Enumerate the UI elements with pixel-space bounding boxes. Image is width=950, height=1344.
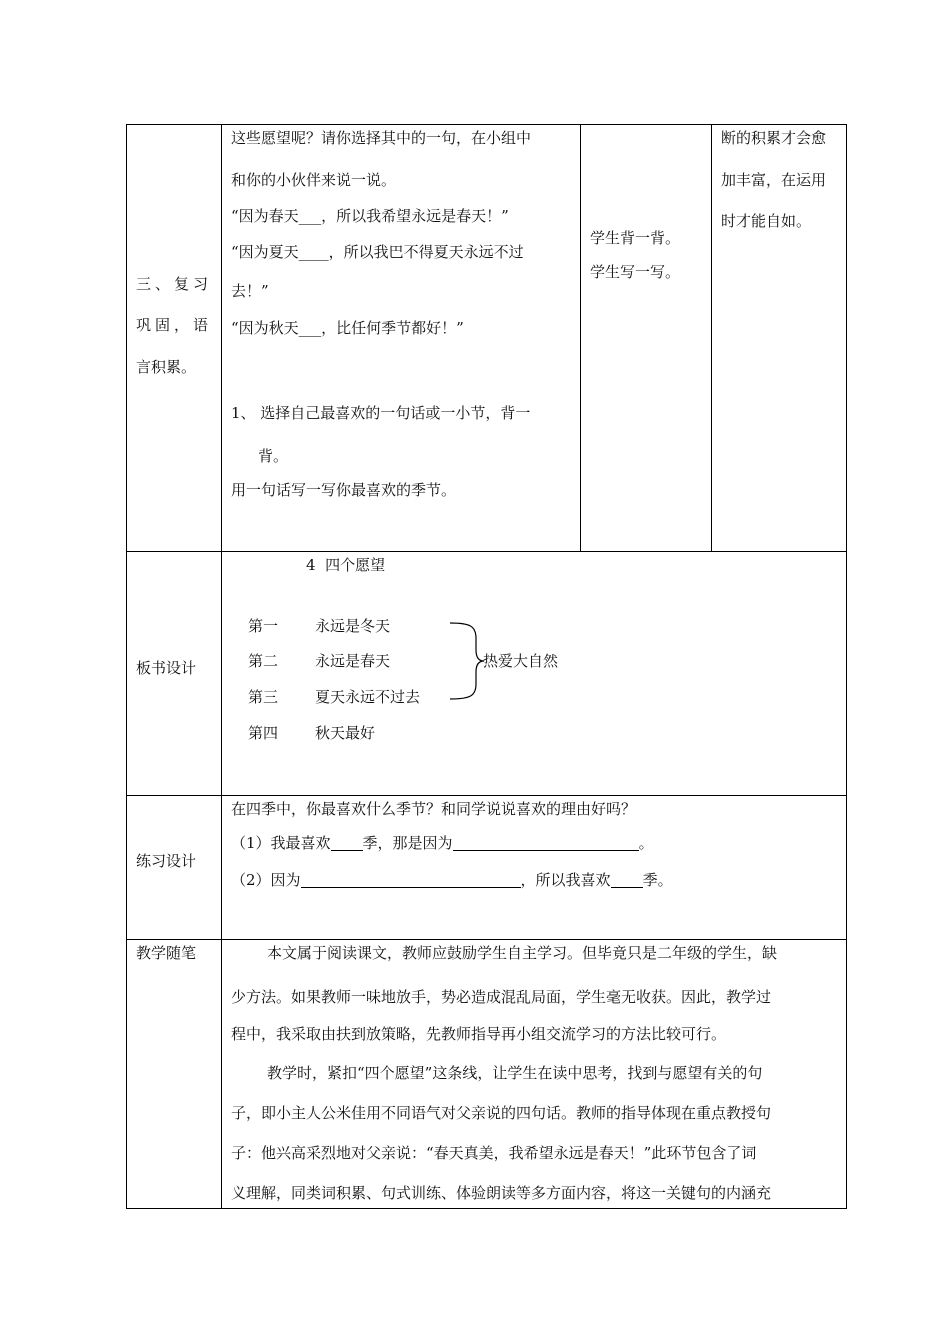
- label-column-divider: [221, 124, 222, 1209]
- notes-line: 子：他兴高采烈地对父亲说：“春天真美，我希望永远是春天！”此环节包含了词: [231, 1144, 757, 1162]
- practice-item-2-text: （2）因为: [231, 871, 301, 889]
- board-wish: 永远是春天: [315, 652, 391, 670]
- notes-line: 少方法。如果教师一味地放手，势必造成混乱局面，学生毫无收获。因此，教学过: [231, 988, 772, 1006]
- answer-blank[interactable]: [331, 836, 363, 851]
- notes-column-divider: [711, 124, 712, 551]
- board-ordinal: 第一: [248, 617, 279, 635]
- practice-item-1-text: （1）我最喜欢: [231, 834, 331, 852]
- board-title: 4 四个愿望: [306, 556, 386, 574]
- board-ordinal: 第四: [248, 724, 279, 742]
- table-border-left: [126, 124, 127, 1209]
- review-content-line: 去！”: [231, 282, 269, 300]
- review-label-line: 三、复习: [136, 275, 213, 293]
- board-ordinal: 第二: [248, 652, 279, 670]
- practice-item-1-text: 季，那是因为: [362, 834, 453, 852]
- board-wish: 夏天永远不过去: [315, 688, 421, 706]
- row-divider-2: [126, 795, 847, 796]
- answer-blank[interactable]: [453, 836, 639, 851]
- review-content-line: 1、 选择自己最喜欢的一句话或一小节，背一: [231, 404, 531, 422]
- practice-item-2: [231, 873, 673, 888]
- board-summary: 热爱大自然: [483, 652, 559, 670]
- answer-blank[interactable]: [611, 873, 643, 888]
- row-divider-3: [126, 939, 847, 940]
- practice-item-1: [231, 836, 654, 851]
- review-content-line: 和你的小伙伴来说一说。: [231, 171, 397, 189]
- board-wish: 秋天最好: [315, 724, 376, 742]
- design-intent-line: 加丰富，在运用: [721, 171, 827, 189]
- review-content-line: “因为夏天____，所以我巴不得夏天永远不过: [231, 243, 524, 261]
- review-content-line: “因为春天___，所以我希望永远是春天！”: [231, 207, 509, 225]
- review-content-line: 背。: [258, 447, 289, 465]
- table-border-bottom: [126, 1208, 847, 1209]
- notes-line: 子，即小主人公米佳用不同语气对父亲说的四句话。教师的指导体现在重点教授句: [231, 1104, 772, 1122]
- review-content-line: 这些愿望呢？请你选择其中的一句，在小组中: [231, 129, 532, 147]
- practice-label: 练习设计: [136, 852, 197, 870]
- practice-question: 在四季中，你最喜欢什么季节？和同学说说喜欢的理由好吗？: [231, 800, 637, 818]
- row-divider-1: [126, 551, 847, 552]
- notes-label: 教学随笔: [136, 944, 197, 962]
- table-border-right: [846, 124, 847, 1209]
- student-activity-line: 学生背一背。: [590, 229, 681, 247]
- answer-blank[interactable]: [301, 873, 521, 888]
- notes-line: 教学时，紧扣“四个愿望”这条线，让学生在读中思考，找到与愿望有关的句: [267, 1064, 763, 1082]
- practice-item-1-text: 。: [638, 834, 654, 852]
- student-column-divider: [580, 124, 581, 551]
- board-label: 板书设计: [136, 659, 197, 677]
- table-border-top: [126, 124, 847, 125]
- notes-line: 程中，我采取由扶到放策略，先教师指导再小组交流学习的方法比较可行。: [231, 1025, 727, 1043]
- notes-line: 本文属于阅读课文，教师应鼓励学生自主学习。但毕竟只是二年级的学生，缺: [267, 944, 778, 962]
- board-ordinal: 第三: [248, 688, 279, 706]
- student-activity-line: 学生写一写。: [590, 263, 681, 281]
- brace-icon: [448, 620, 488, 702]
- design-intent-line: 断的积累才会愈: [721, 129, 827, 147]
- board-wish: 永远是冬天: [315, 617, 391, 635]
- review-label-line: 巩固，语: [136, 316, 213, 334]
- notes-line: 义理解，同类词积累、句式训练、体验朗读等多方面内容，将这一关键句的内涵充: [231, 1184, 772, 1202]
- review-content-line: “因为秋天___，比任何季节都好！”: [231, 319, 464, 337]
- design-intent-line: 时才能自如。: [721, 212, 812, 230]
- practice-item-2-text: ，所以我喜欢: [520, 871, 611, 889]
- practice-item-2-text: 季。: [642, 871, 673, 889]
- review-content-line: 用一句话写一写你最喜欢的季节。: [231, 481, 457, 499]
- review-label-line: 言积累。: [136, 358, 197, 376]
